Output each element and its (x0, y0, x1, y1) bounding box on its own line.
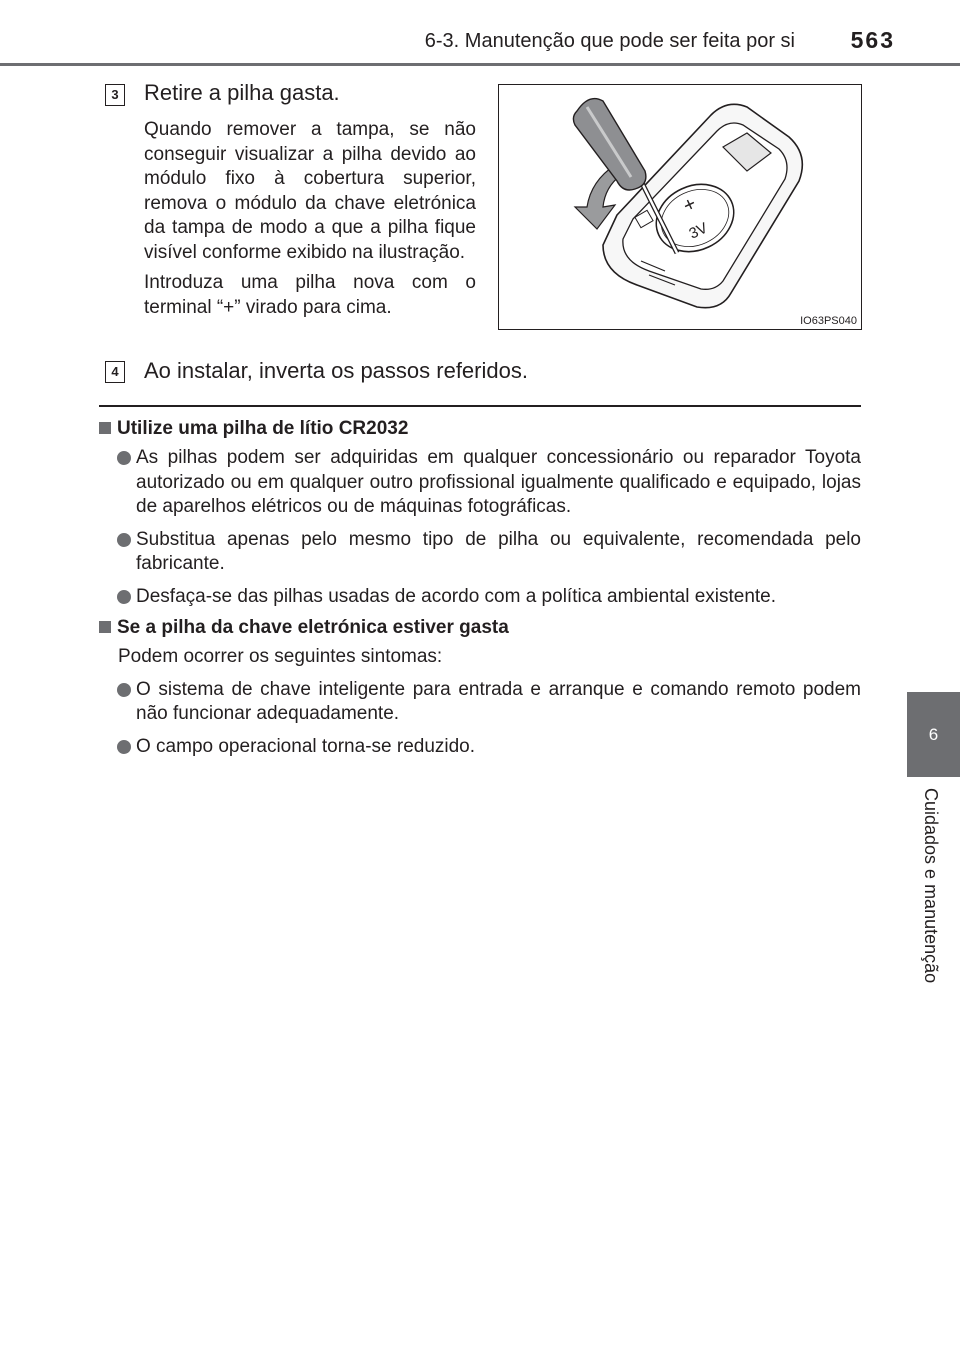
list-item (99, 528, 861, 577)
step-number-badge: 3 (105, 84, 125, 106)
list-item-text: O campo operacional torna-se reduzido. (136, 735, 476, 757)
square-bullet-icon (99, 422, 111, 434)
notes-section (99, 418, 861, 767)
key-battery-illustration (498, 84, 862, 330)
note-heading (99, 617, 861, 639)
list-item-text: As pilhas podem ser adquiridas em qualquer concessionário ou reparador Toyota autorizado ou em qualquer outro profissional igualmente qualificado e equipado, lojas de aparelhos elétricos ou de máquinas fotográficas. (136, 447, 861, 517)
list-item (99, 446, 861, 520)
figure-code: IO63PS040 (800, 315, 857, 327)
key-battery-drawing (499, 85, 861, 329)
chapter-tab[interactable] (907, 692, 960, 777)
list-item (99, 678, 861, 727)
note-intro: Podem ocorrer os seguintes sintomas: (118, 646, 443, 667)
list-item (99, 585, 861, 610)
step-paragraph: Introduza uma pilha nova com o terminal “+” virado para cima. (144, 272, 476, 318)
list-item-text: Substitua apenas pelo mesmo tipo de pilha ou equivalente, recomendada pelo fabricante. (136, 528, 861, 574)
circle-bullet-icon (117, 451, 131, 465)
battery-plus-label: + (679, 192, 700, 218)
step-number-badge: 4 (105, 361, 125, 383)
list-item-text: Desfaça-se das pilhas usadas de acordo com a política ambiental existente. (136, 585, 777, 607)
note-heading-text: Se a pilha da chave eletrónica estiver gasta (117, 617, 509, 638)
circle-bullet-icon (117, 590, 131, 604)
list-item-text: O sistema de chave inteligente para entrada e arranque e comando remoto podem não funcionar adequadamente. (136, 678, 861, 724)
circle-bullet-icon (117, 683, 131, 697)
step-paragraph: Quando remover a tampa, se não conseguir visualizar a pilha devido ao módulo fixo à cobertura superior, remova o módulo da chave eletrónica da tampa de modo a que a pilha fique visível conforme exibido na ilustração. (144, 119, 476, 263)
note-heading (99, 418, 861, 440)
square-bullet-icon (99, 621, 111, 633)
page-number: 563 (850, 27, 895, 53)
step-body (144, 118, 476, 320)
chapter-title: Cuidados e manutenção (921, 788, 941, 984)
chapter-number: 6 (928, 724, 939, 744)
section-divider (99, 405, 861, 407)
header-rule (0, 63, 960, 66)
section-title: 6-3. Manutenção que pode ser feita por si (424, 30, 795, 52)
circle-bullet-icon (117, 740, 131, 754)
step-title: Ao instalar, inverta os passos referidos. (144, 358, 528, 383)
step-title: Retire a pilha gasta. (144, 80, 340, 105)
note-heading-text: Utilize uma pilha de lítio CR2032 (117, 418, 409, 439)
circle-bullet-icon (117, 533, 131, 547)
battery-voltage-label: 3V (686, 219, 711, 243)
list-item (99, 735, 861, 760)
